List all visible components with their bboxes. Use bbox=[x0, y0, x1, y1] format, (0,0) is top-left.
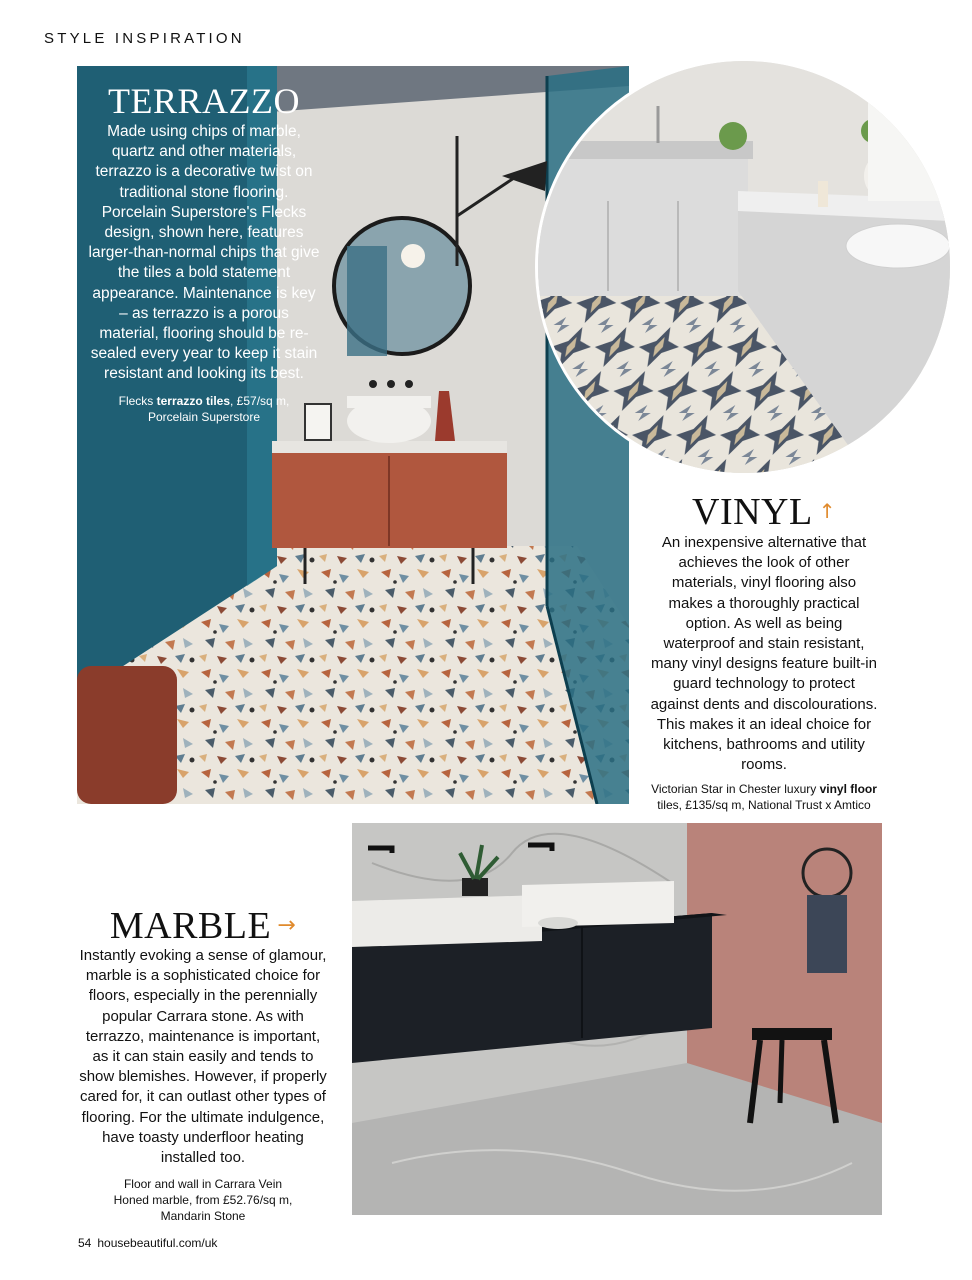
marble-credit-line3: Mandarin Stone bbox=[160, 1209, 246, 1224]
section-label: STYLE INSPIRATION bbox=[44, 30, 245, 47]
marble-bathroom-photo bbox=[352, 823, 882, 1215]
marble-section bbox=[76, 906, 330, 1224]
vinyl-credit-bold: vinyl floor bbox=[819, 782, 877, 797]
terrazzo-credit-line2: Porcelain Superstore bbox=[147, 409, 261, 424]
terrazzo-body: Made using chips of marble, quartz and other materials, terrazzo is a decorative twist on traditional stone flooring. Porcelain Superstore's Flecks design, shown here, features larger-than-normal chips that give the tiles a bold statement appearance. Maintenance is key – as terrazzo is a porous material, flooring should be re-sealed every year to keep it stain resistant and looking its best. bbox=[88, 123, 320, 383]
arrow-up-icon: ↑ bbox=[818, 499, 836, 523]
terrazzo-credit bbox=[88, 393, 320, 425]
marble-credit-line1: Floor and wall in Carrara Vein bbox=[123, 1177, 283, 1192]
vinyl-credit-line2: tiles, £135/sq m, National Trust x Amtico bbox=[657, 798, 871, 813]
terrazzo-credit-suffix: , £57/sq m, bbox=[230, 393, 290, 408]
marble-heading-text: MARBLE bbox=[109, 905, 272, 947]
terrazzo-credit-bold: terrazzo tiles bbox=[156, 393, 230, 408]
vinyl-body: An inexpensive alternative that achieves the look of other materials, vinyl flooring also makes a thoroughly practical option. As well as being waterproof and stain resistant, many vinyl designs feature built-in guard technology to protect against dents and discolourations. This makes it an ideal choice for kitchens, bathrooms and utility rooms. bbox=[650, 534, 878, 774]
page-number: 54 bbox=[78, 1236, 92, 1250]
website-link[interactable]: housebeautiful.com/uk bbox=[97, 1236, 218, 1250]
vinyl-kitchen-photo bbox=[535, 58, 953, 476]
terrazzo-section bbox=[88, 82, 320, 425]
marble-credit bbox=[76, 1176, 330, 1224]
vinyl-credit-prefix: Victorian Star in Chester luxury bbox=[651, 782, 820, 797]
marble-heading bbox=[76, 906, 330, 946]
arrow-right-icon: → bbox=[277, 913, 297, 938]
vinyl-section bbox=[650, 490, 878, 813]
marble-credit-line2: Honed marble, from £52.76/sq m, bbox=[113, 1193, 293, 1208]
vinyl-heading-text: VINYL bbox=[692, 491, 813, 533]
terrazzo-heading: TERRAZZO bbox=[108, 81, 300, 121]
terrazzo-credit-prefix: Flecks bbox=[118, 393, 157, 408]
vinyl-credit bbox=[650, 781, 878, 813]
marble-body: Instantly evoking a sense of glamour, marble is a sophisticated choice for floors, especially in the perennially popular Carrara stone. As with terrazzo, maintenance is important, as it can stain easily and tends to show blemishes. However, if properly cared for, it can outlast other types of flooring. For the ultimate indulgence, have toasty underfloor heating installed too. bbox=[79, 947, 327, 1167]
page-footer bbox=[78, 1236, 217, 1250]
vinyl-heading bbox=[650, 490, 878, 533]
